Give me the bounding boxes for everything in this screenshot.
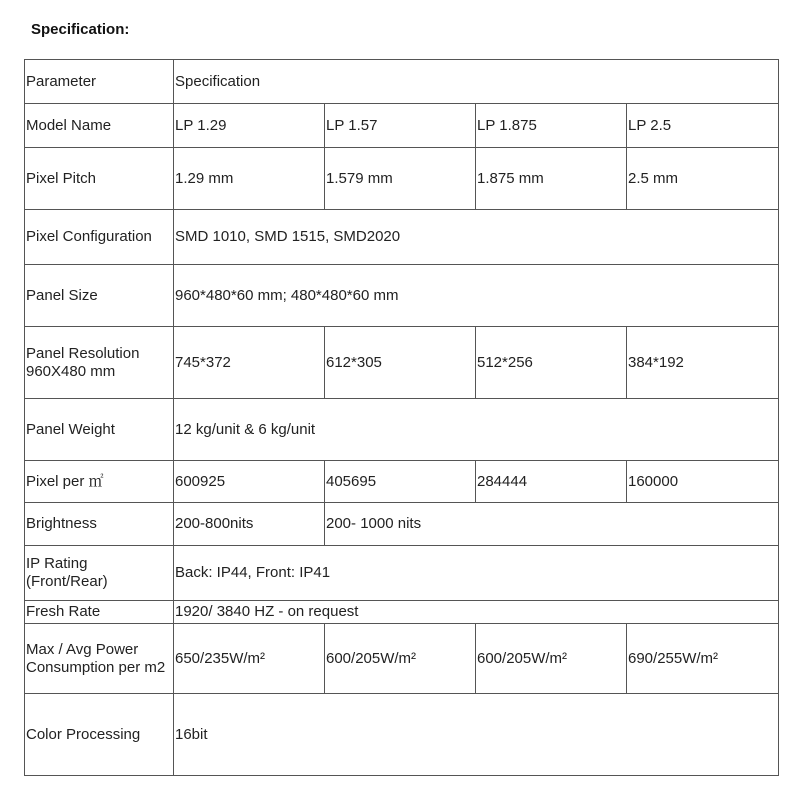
- table-cell: Back: IP44, Front: IP41: [174, 546, 779, 601]
- table-cell: 512*256: [476, 327, 627, 399]
- table-cell: 405695: [325, 461, 476, 503]
- table-cell: LP 1.875: [476, 104, 627, 148]
- table-row-pixel-configuration: [25, 210, 779, 265]
- table-cell: 200-800nits: [174, 503, 325, 546]
- table-cell: 1.579 mm: [325, 148, 476, 210]
- table-cell: 1920/ 3840 HZ - on request: [174, 601, 779, 624]
- row-label: Max / Avg Power Consumption per m2: [25, 624, 174, 694]
- row-label: Pixel Configuration: [25, 210, 174, 265]
- table-cell: 200- 1000 nits: [325, 503, 779, 546]
- row-label: Pixel Pitch: [25, 148, 174, 210]
- table-cell: 2.5 mm: [627, 148, 779, 210]
- table-row-ip-rating: [25, 546, 779, 601]
- table-cell: LP 1.29: [174, 104, 325, 148]
- table-cell: 12 kg/unit & 6 kg/unit: [174, 399, 779, 461]
- table-cell: 960*480*60 mm; 480*480*60 mm: [174, 265, 779, 327]
- table-cell: 650/235W/m²: [174, 624, 325, 694]
- row-label: IP Rating (Front/Rear): [25, 546, 174, 601]
- table-row-fresh-rate: [25, 601, 779, 624]
- table-row-brightness: [25, 503, 779, 546]
- table-cell: 284444: [476, 461, 627, 503]
- table-row-model-name: [25, 104, 779, 148]
- table-cell: 612*305: [325, 327, 476, 399]
- specification-table: [24, 59, 779, 776]
- row-label: Model Name: [25, 104, 174, 148]
- table-cell: 1.875 mm: [476, 148, 627, 210]
- table-cell: 384*192: [627, 327, 779, 399]
- table-cell: 600/205W/m²: [325, 624, 476, 694]
- table-row-panel-weight: [25, 399, 779, 461]
- table-cell: 1.29 mm: [174, 148, 325, 210]
- row-label: Color Processing: [25, 694, 174, 776]
- table-cell: 690/255W/m²: [627, 624, 779, 694]
- table-row-color-processing: [25, 694, 779, 776]
- table-row-panel-size: [25, 265, 779, 327]
- header-specification-cell: Specification: [174, 60, 779, 104]
- table-cell: 16bit: [174, 694, 779, 776]
- table-row-pixel-density: [25, 461, 779, 503]
- table-header-row: [25, 60, 779, 104]
- row-label: Pixel per ㎡: [25, 461, 174, 503]
- row-label: Panel Resolution 960X480 mm: [25, 327, 174, 399]
- table-cell: SMD 1010, SMD 1515, SMD2020: [174, 210, 779, 265]
- table-row-panel-resolution: [25, 327, 779, 399]
- row-label: Brightness: [25, 503, 174, 546]
- page-heading: Specification:: [31, 21, 130, 38]
- row-label: Panel Weight: [25, 399, 174, 461]
- table-row-power-consumption: [25, 624, 779, 694]
- table-cell: 600/205W/m²: [476, 624, 627, 694]
- table-cell: LP 2.5: [627, 104, 779, 148]
- header-parameter-cell: Parameter: [25, 60, 174, 104]
- row-label: Fresh Rate: [25, 601, 174, 624]
- table-cell: 600925: [174, 461, 325, 503]
- table-cell: LP 1.57: [325, 104, 476, 148]
- table-cell: 745*372: [174, 327, 325, 399]
- row-label: Panel Size: [25, 265, 174, 327]
- table-cell: 160000: [627, 461, 779, 503]
- table-row-pixel-pitch: [25, 148, 779, 210]
